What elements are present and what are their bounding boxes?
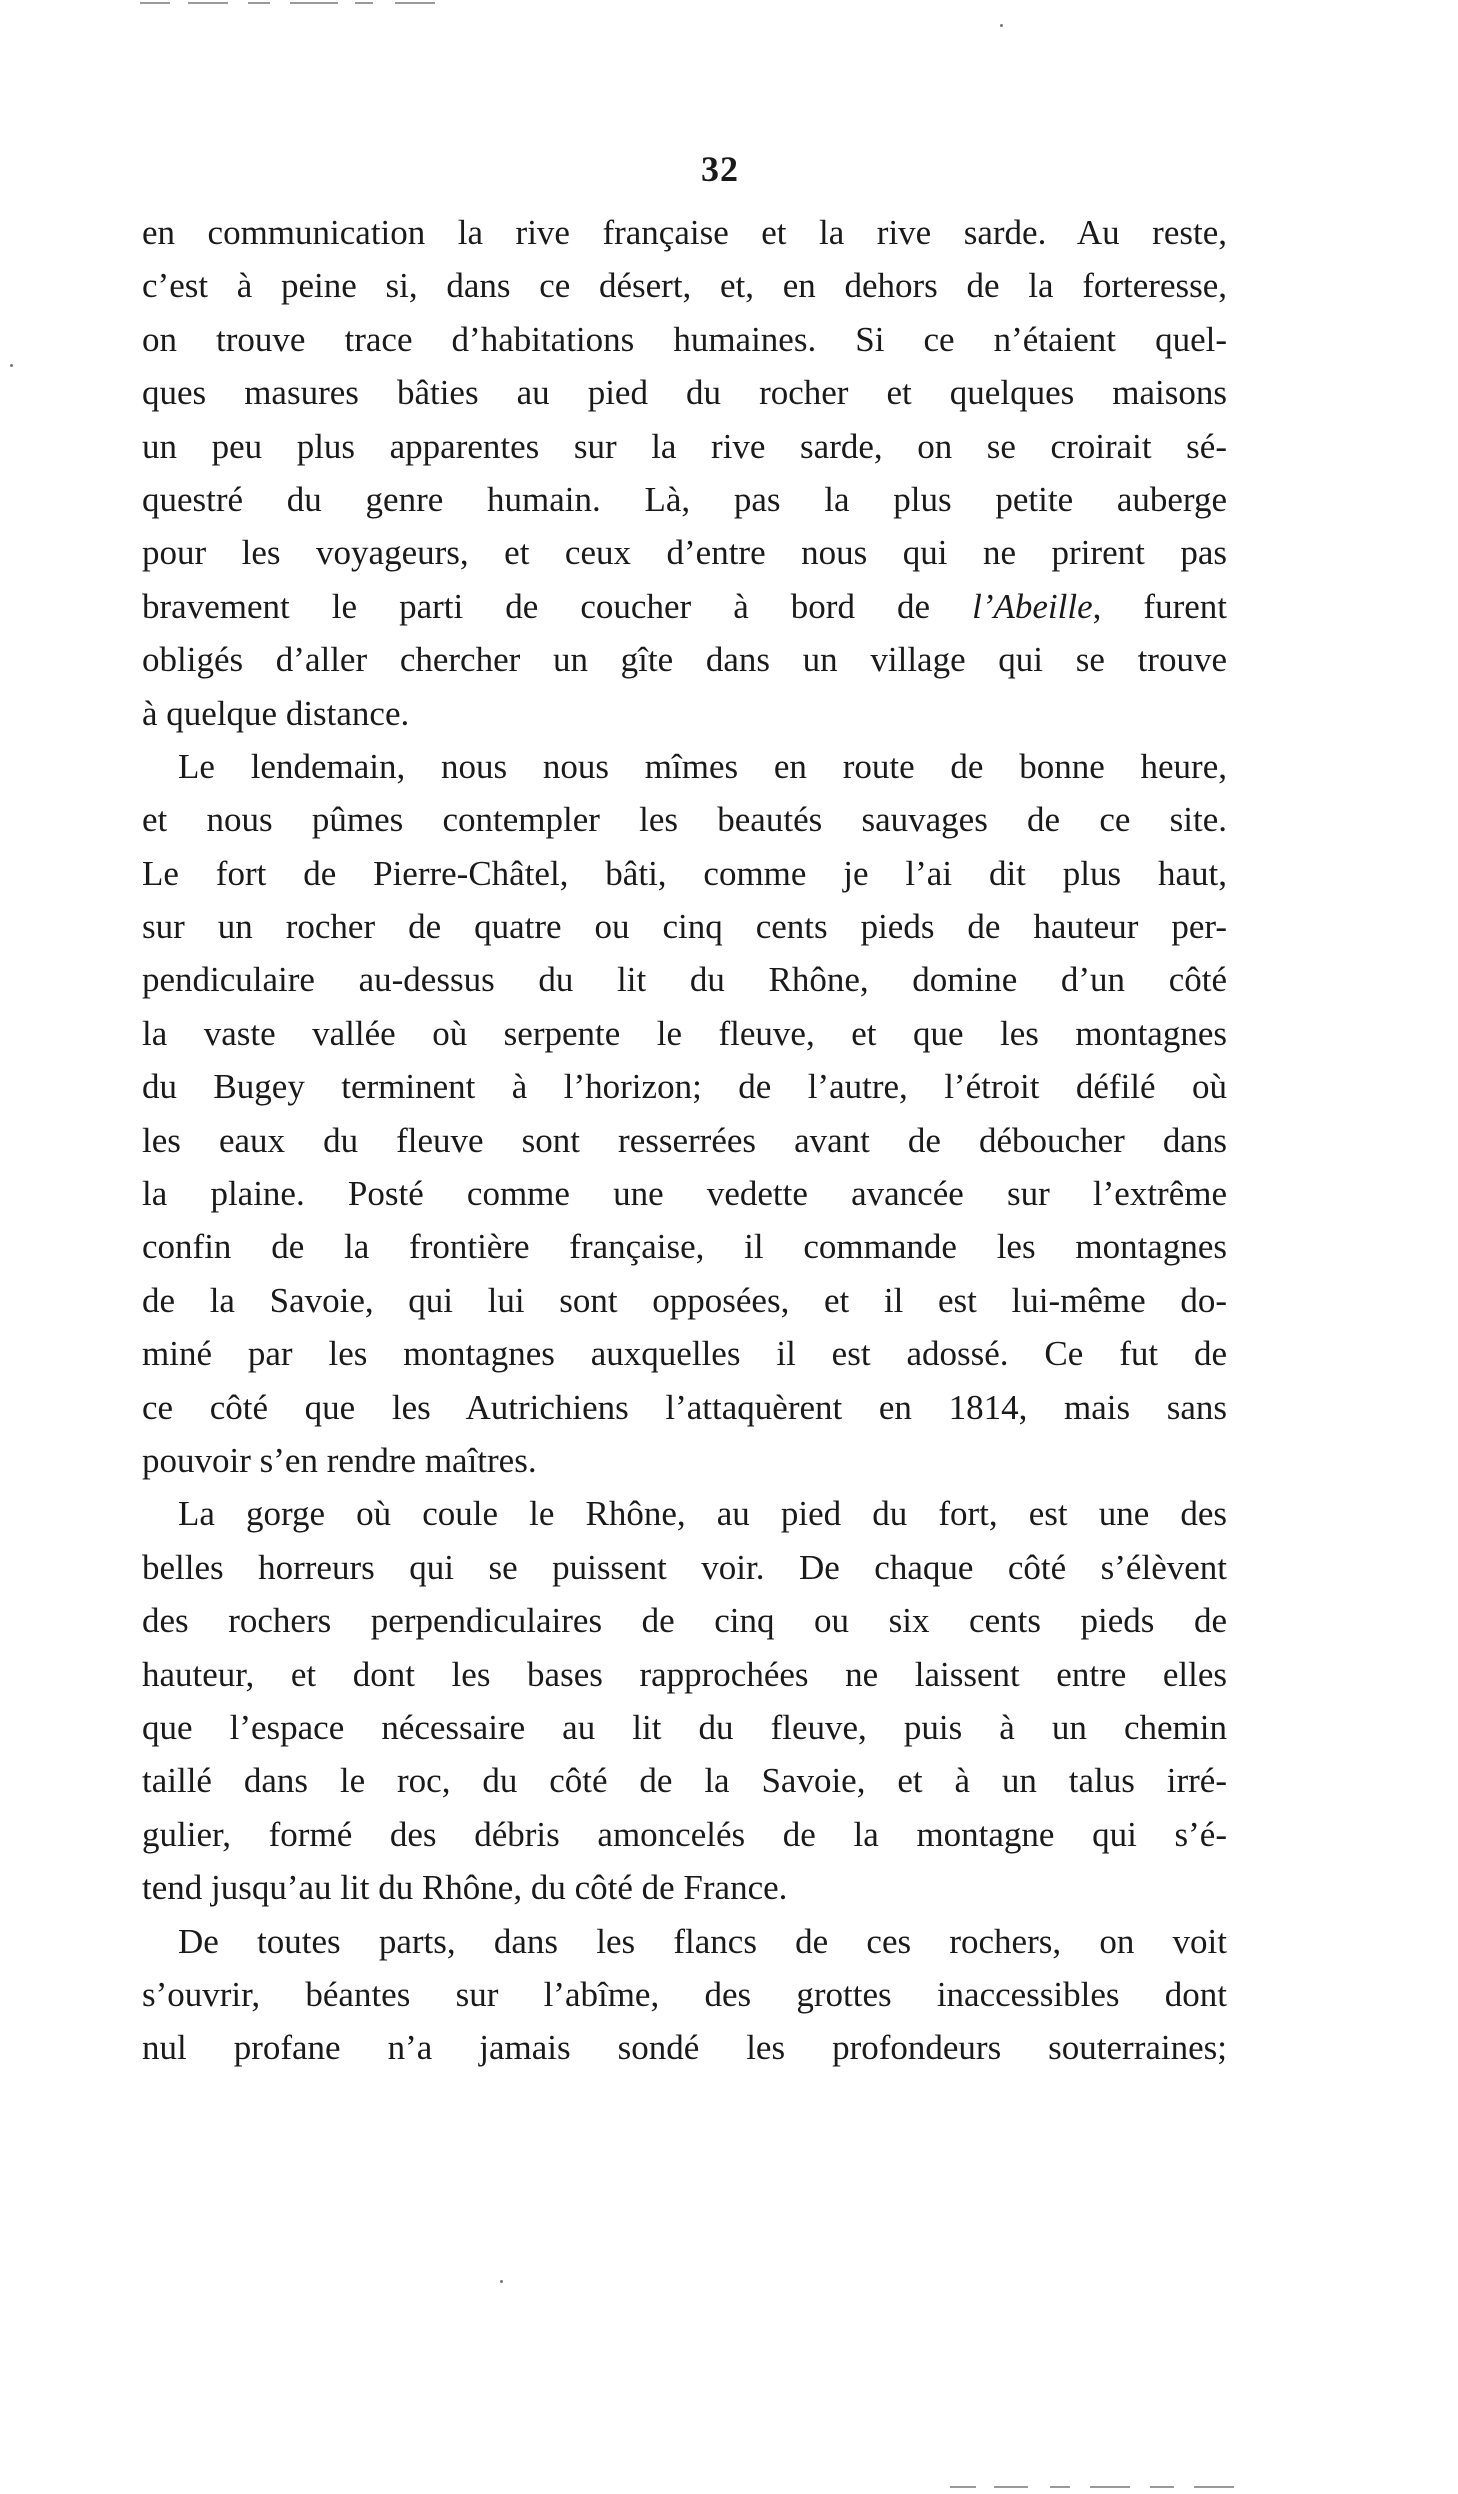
text-line: Le lendemain, nous nous mîmes en route de bonne heure,	[178, 746, 1227, 786]
scan-speck	[1000, 24, 1003, 27]
text-segment: bravement le parti de coucher à bord de	[142, 586, 973, 626]
text-line: la plaine. Posté comme une vedette avancée sur l’extrême	[142, 1174, 1227, 1214]
text-line: à quelque distance.	[142, 693, 410, 733]
scan-speck	[10, 364, 13, 367]
text-line: on trouve trace d’habitations humaines. Si ce n’étaient quel-	[142, 319, 1227, 359]
text-line	[142, 580, 1227, 633]
scan-edge-marks-bottom	[950, 2484, 1250, 2490]
text-line: taillé dans le roc, du côté de la Savoie, et à un talus irré-	[142, 1761, 1227, 1801]
text-line: des rochers perpendiculaires de cinq ou six cents pieds de	[142, 1601, 1227, 1641]
text-line: ce côté que les Autrichiens l’attaquèrent en 1814, mais sans	[142, 1387, 1227, 1427]
text-line: tend jusqu’au lit du Rhône, du côté de France.	[142, 1868, 788, 1908]
ship-name-italic: l’Abeille	[972, 586, 1093, 626]
text-line: un peu plus apparentes sur la rive sarde, on se croirait sé-	[142, 426, 1227, 466]
text-line: obligés d’aller chercher un gîte dans un village qui se trouve	[142, 640, 1227, 680]
text-line: La gorge où coule le Rhône, au pied du fort, est une des	[178, 1494, 1227, 1534]
text-line: questré du genre humain. Là, pas la plus petite auberge	[142, 479, 1227, 519]
text-line: gulier, formé des débris amoncelés de la montagne qui s’é-	[142, 1814, 1227, 1854]
text-line: c’est à peine si, dans ce désert, et, en dehors de la forteresse,	[142, 266, 1227, 306]
text-line: la vaste vallée où serpente le fleuve, et que les montagnes	[142, 1013, 1227, 1053]
text-line: du Bugey terminent à l’horizon; de l’autre, l’étroit défilé où	[142, 1067, 1227, 1107]
text-line: ques masures bâties au pied du rocher et quelques maisons	[142, 373, 1227, 413]
text-line: Le fort de Pierre-Châtel, bâti, comme je l’ai dit plus haut,	[142, 853, 1227, 893]
scan-edge-marks-top	[140, 0, 500, 6]
text-line: de la Savoie, qui lui sont opposées, et il est lui-même do-	[142, 1280, 1227, 1320]
text-segment: , furent	[1092, 586, 1227, 626]
text-line: pouvoir s’en rendre maîtres.	[142, 1440, 537, 1480]
text-line: et nous pûmes contempler les beautés sauvages de ce site.	[142, 800, 1227, 840]
text-line: s’ouvrir, béantes sur l’abîme, des grottes inaccessibles dont	[142, 1974, 1227, 2014]
text-line: en communication la rive française et la rive sarde. Au reste,	[142, 213, 1227, 252]
page-number: 32	[701, 149, 739, 189]
body-text	[142, 206, 1227, 2075]
text-line: sur un rocher de quatre ou cinq cents pieds de hauteur per-	[142, 907, 1227, 947]
scan-speck	[500, 2280, 503, 2283]
text-line: les eaux du fleuve sont resserrées avant de déboucher dans	[142, 1120, 1227, 1160]
text-line: nul profane n’a jamais sondé les profondeurs souterraines;	[142, 2028, 1227, 2068]
text-line: hauteur, et dont les bases rapprochées ne laissent entre elles	[142, 1654, 1227, 1694]
text-line: confin de la frontière française, il commande les montagnes	[142, 1227, 1227, 1267]
text-line: belles horreurs qui se puissent voir. De chaque côté s’élèvent	[142, 1547, 1227, 1587]
text-line: miné par les montagnes auxquelles il est adossé. Ce fut de	[142, 1334, 1227, 1374]
text-line: De toutes parts, dans les flancs de ces rochers, on voit	[178, 1921, 1227, 1961]
text-line: que l’espace nécessaire au lit du fleuve, puis à un chemin	[142, 1707, 1227, 1747]
text-line: pendiculaire au-dessus du lit du Rhône, domine d’un côté	[142, 960, 1227, 1000]
text-line: pour les voyageurs, et ceux d’entre nous qui ne prirent pas	[142, 533, 1227, 573]
